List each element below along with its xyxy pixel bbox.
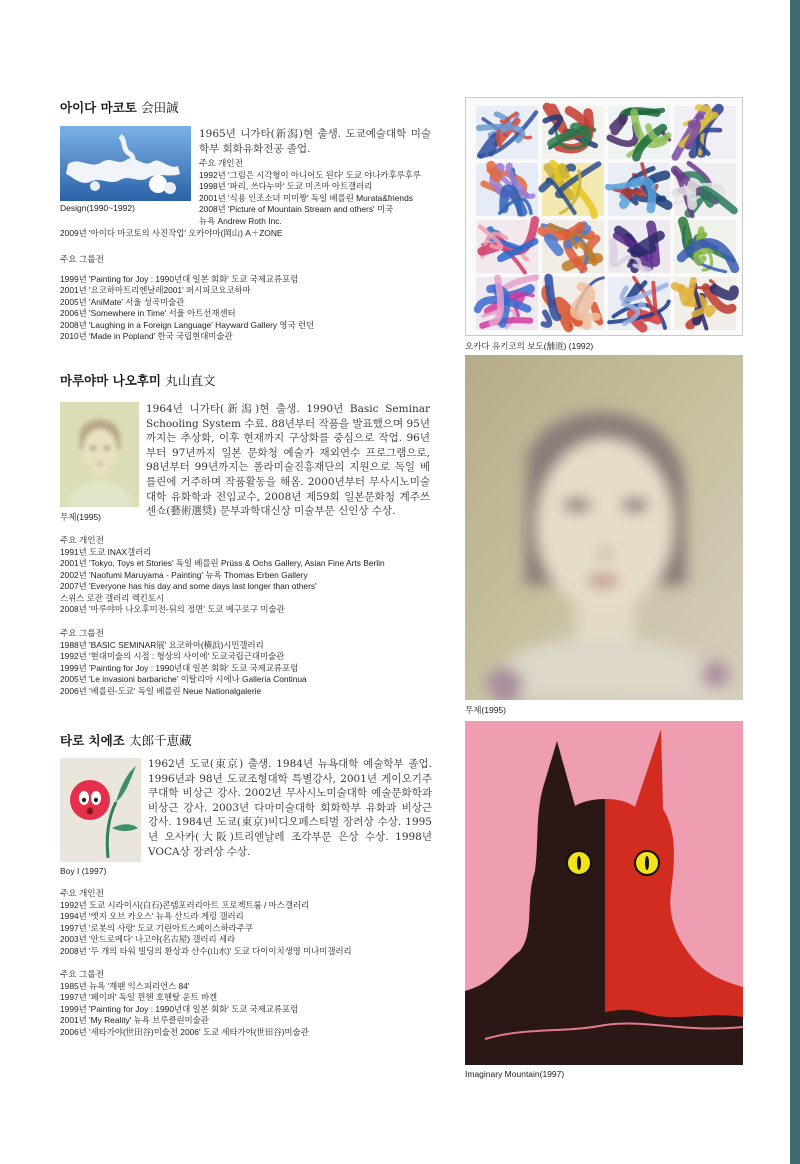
thumbnail-caption-2: 무제(1995) (60, 512, 101, 522)
list-item: 2001년 'Tokyo, Toys et Stories' 독일 베를린 Prüss & Ochs Gallery, Asian Fine Arts Berlin (60, 558, 385, 568)
group-exhibitions-3 (60, 969, 309, 1038)
list-item: 2006년 'Somewhere in Time' 서울 아트선재센터 (60, 308, 236, 318)
list-item: 1992년 '현대미술의 시점 : 형상의 사이에' 도쿄국립근대미술관 (60, 651, 285, 661)
list-item: 2001년 'My Reality' 뉴욕 브루클린미술관 (60, 1015, 209, 1025)
artwork-caption-3: Imaginary Mountain(1997) (465, 1069, 565, 1079)
solo-exhibitions-1 (199, 158, 421, 227)
list-item: 2006년 '베를린-도쿄' 독일 베를린 Neue Nationalgalerie (60, 685, 262, 696)
artwork-thumbnail-boy (60, 758, 141, 862)
artwork-thumbnail-design (60, 126, 191, 201)
artwork-imaginary-mountain (465, 721, 743, 1065)
list-item: 2001년 '식용 인조소녀 미미짱' 독일 베를린 Murata&friends (199, 192, 413, 203)
artwork-thumbnail-untitled (60, 402, 139, 507)
group-heading-3: 주요 그룹전 (60, 969, 104, 979)
list-item: 2008년 '두 개의 타워 빌딩의 환상과 산수(山水)' 도쿄 다이이치생명 미나미갤러리 (60, 945, 352, 956)
grid-panel (674, 220, 736, 273)
grid-panel (674, 163, 736, 216)
grid-panel (608, 220, 670, 273)
list-item: 1991년 도쿄 INAX갤러리 (60, 546, 152, 557)
list-item: 2003년 '안드로메다' 나고야(名古屋) 갤러리 세라 (60, 934, 236, 944)
artwork-caption-1: 오카다 유키코의 보도(舗道) (1992) (465, 341, 594, 351)
group-exhibitions-2 (60, 628, 307, 697)
list-item: 1997년 '페이퍼' 독일 뮌헨 호헨탈 운트 바겐 (60, 992, 218, 1002)
grid-panel (542, 163, 604, 216)
solo-heading-1: 주요 개인전 (199, 158, 243, 168)
artwork-grid-frame (465, 97, 743, 336)
grid-panel (674, 277, 736, 330)
solo-heading-2: 주요 개인전 (60, 535, 104, 545)
grid-panel (476, 277, 538, 330)
solo-exhibitions-2 (60, 535, 385, 616)
artwork-untitled-portrait (465, 355, 743, 700)
thumbnail-caption-1: Design(1990~1992) (60, 203, 135, 213)
list-item: 2006년 '세타가야(世田谷)미술전 2006' 도쿄 세타가야(世田谷)미술관 (60, 1026, 309, 1037)
list-item: 1985년 뉴욕 '재팬 익스피리언스 84' (60, 980, 190, 991)
group-heading-1: 주요 그룹전 (60, 254, 104, 264)
grid-panel (542, 106, 604, 159)
list-item: 2009년 '아이다 마코토의 사진작업' 오카야마(岡山) A＋ZONE (60, 228, 283, 238)
grid-panel (608, 106, 670, 159)
list-item: 2005년 'AniMate' 서울 성곡미술관 (60, 296, 185, 307)
list-item: 2001년 '요코하마트리엔날레2001' 퍼시피코요코하마 (60, 285, 251, 295)
list-item: 1998년 '파리, 쓰다누마' 도쿄 미즈마 아트갤러리 (199, 181, 373, 191)
list-item: 1988년 'BASIC SEMINAR展' 요코하마(横浜)시민갤러리 (60, 639, 264, 650)
grid-panel (476, 163, 538, 216)
artist-bio-2: 1964년 니가타(新潟)현 출생. 1990년 Basic Seminar Schooling System 수료. 88년부터 작품을 발표했으며 95년까지는 추상화, 이후 현재까지 구상화를 중심으로 작업. 96년부터 97년까지 일본 문화청 예술가 재외연수 프로그램으로, 98년부터 99년까지는 폴라미술진흥재단의 지원으로 독일 베를린에 거주하며 작품활동을 해옴. 2000년부터 무사시노미술대학 유화학과 전임교수, 2008년 제59회 일본문화청 계주쓰센쇼(藝術選奨) 문부과학대신상 미술부문 신인상 수상. (146, 403, 430, 518)
artist-bio-1: 1965년 니가타(新潟)현 출생. 도쿄예술대학 미술학부 회화유화전공 졸업. (199, 128, 431, 155)
artwork-pavement-grid (466, 98, 742, 335)
artist-name-2: 마루야마 나오후미 丸山直文 (60, 373, 216, 388)
list-item: 1999년 'Painting for Joy : 1990년대 일본 회화' 도쿄 국제교류포럼 (60, 273, 299, 284)
list-item: 1997년 '로봇의 사랑' 도쿄 기린아트스페이스하라주쿠 (60, 922, 253, 933)
artist-name-1: 아이다 마코토 会田誠 (60, 100, 179, 115)
artist-bio-3: 1962년 도쿄(東京) 출생. 1984년 뉴욕대학 예술학부 졸업. 1996년과 98년 도쿄조형대학 특별강사, 2001년 게이오기주쿠대학 비상근 강사. 2002년 무사시노미술대학 예술문화학과 비상근 강사. 2003년 다마미술대학 회화학부 유화과 비상근 강사. 1984년 도쿄(東京)비디오페스티벌 장려상 수상. 1995년 오사카(大阪)트리엔날레 조각부문 은상 수상. 1998년 VOCA상 장려상 수상. (148, 758, 432, 858)
list-item: 1999년 'Painting for Joy : 1990년대 일본 회화' 도쿄 국제교류포럼 (60, 1003, 299, 1014)
list-item: 2002년 'Naofumi Maruyama - Painting' 뉴욕 Thomas Erben Gallery (60, 569, 308, 580)
list-item: 2005년 'Le invasioni barbariche' 이탈리아 시에나 Galleria Continua (60, 674, 307, 684)
grid-panel (608, 163, 670, 216)
list-item: 1999년 'Painting for Joy : 1990년대 일본 회화' 도쿄 국제교류포럼 (60, 662, 299, 673)
artwork-caption-2: 무제(1995) (465, 705, 506, 715)
thumbnail-caption-3: Boy I (1997) (60, 866, 107, 876)
list-item: 2008년 '마루야마 나오후미전-뒤의 정면' 도쿄 메구로구 미술관 (60, 604, 285, 614)
artist-name-3: 타로 치에조 太郎千恵藏 (60, 733, 192, 748)
grid-panel (476, 106, 538, 159)
group-heading-2: 주요 그룹전 (60, 628, 104, 638)
solo-exhibitions-3 (60, 888, 352, 957)
solo-heading-3: 주요 개인전 (60, 888, 104, 898)
grid-panel (674, 106, 736, 159)
list-item: 뉴욕 Andrew Roth Inc. (199, 215, 282, 226)
group-exhibitions-1 (60, 254, 314, 343)
list-item: 2010년 'Made in Popland' 한국 국립현대미술관 (60, 331, 233, 341)
list-item: 1992년 도쿄 시라이시(白石)콘템포러리아트 프로젝트룸 / 마스갤러리 (60, 899, 310, 910)
grid-panel (542, 277, 604, 330)
grid-panel (476, 220, 538, 273)
list-item: 1992년 '그림은 시각형이 아니어도 된다' 도쿄 야나카후루후루 (199, 169, 421, 180)
grid-panel (542, 220, 604, 273)
page-edge-strip (790, 0, 800, 1164)
grid-panel (608, 277, 670, 330)
list-item: 1994년 '엣지 오브 카오스' 뉴욕 산드라 게링 갤러리 (60, 911, 244, 921)
list-item: 2007년 'Everyone has his day and some days last longer than others' (60, 581, 317, 591)
list-item: 2008년 'Laughing in a Foreign Language' Hayward Gallery 영국 런던 (60, 319, 315, 330)
list-item: 2008년 'Picture of Mountain Stream and others' 미국 (199, 204, 394, 214)
list-item: 스위스 로잔 갤러리 렉킨토시 (60, 592, 165, 603)
